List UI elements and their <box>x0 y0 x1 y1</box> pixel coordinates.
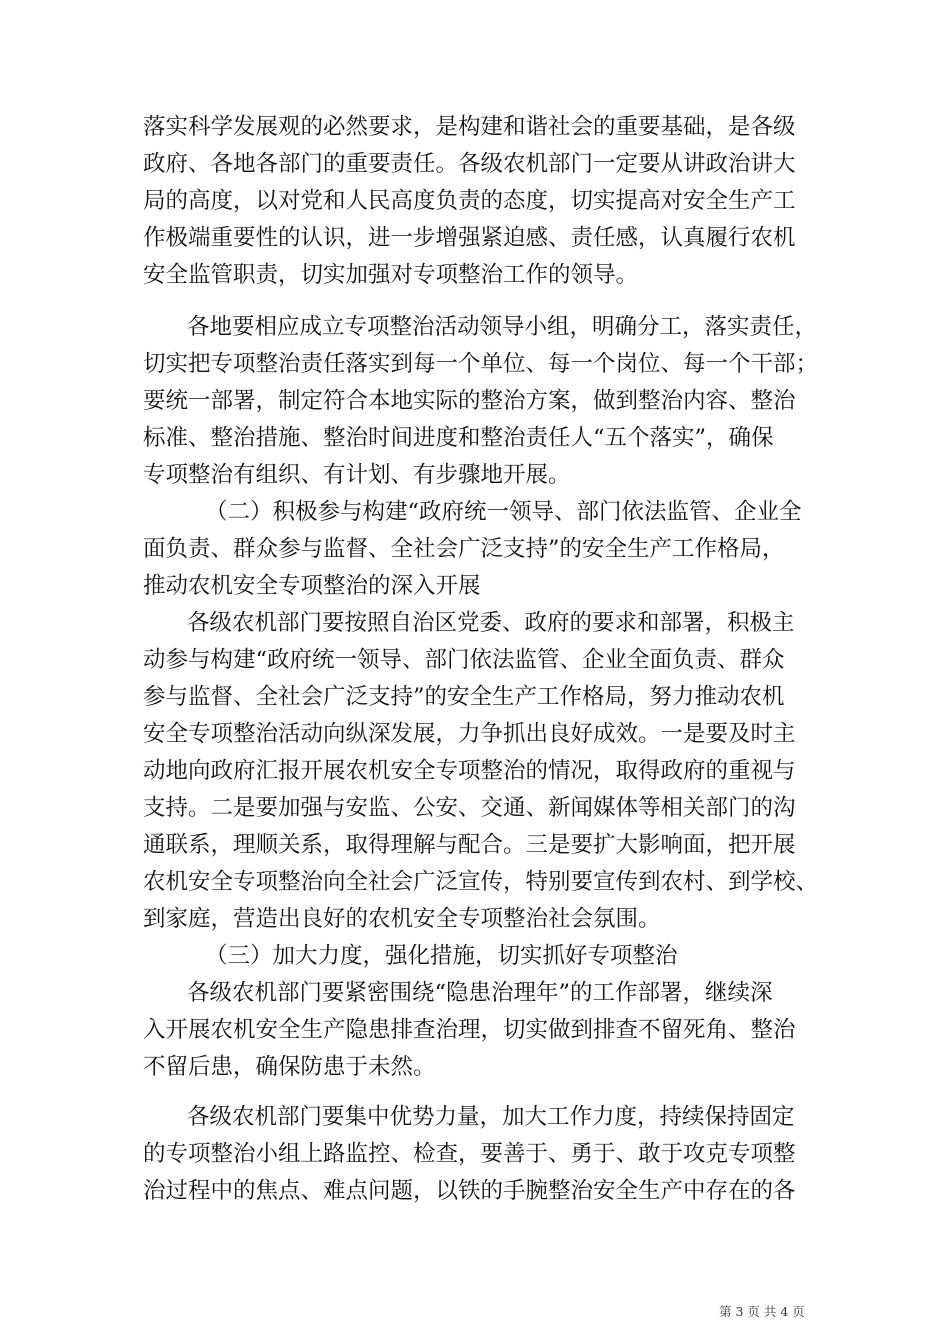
section-heading-3: （三）加大力度，强化措施，切实抓好专项整治 <box>205 943 678 969</box>
text-line: 局的高度，以对党和人民高度负责的态度，切实提高对安全生产工 <box>143 188 796 214</box>
text-line: 的专项整治小组上路监控、检查，要善于、勇于、敢于攻克专项整 <box>143 1141 796 1167</box>
text-line: 参与监督、全社会广泛支持”的安全生产工作格局，努力推动农机 <box>143 684 785 710</box>
text-line: 治过程中的焦点、难点问题，以铁的手腕整治安全生产中存在的各 <box>143 1178 796 1204</box>
paragraph-first-line: 各级农机部门要按照自治区党委、政府的要求和部署，积极主 <box>187 610 795 636</box>
section-heading-2-line: 推动农机安全专项整治的深入开展 <box>143 573 481 599</box>
text-line: 通联系，理顺关系，取得理解与配合。三是要扩大影响面，把开展 <box>143 832 796 858</box>
text-line: 标准、整治措施、整治时间进度和整治责任人“五个落实”，确保 <box>143 425 774 451</box>
text-line: 支持。二是要加强与安监、公安、交通、新闻媒体等相关部门的沟 <box>143 795 796 821</box>
text-line: 要统一部署，制定符合本地实际的整治方案，做到整治内容、整治 <box>143 388 796 414</box>
text-line: 动参与构建“政府统一领导、部门依法监管、企业全面负责、群众 <box>143 647 785 673</box>
text-line: 切实把专项整治责任落实到每一个单位、每一个岗位、每一个干部； <box>143 351 819 377</box>
text-line: 作极端重要性的认识，进一步增强紧迫感、责任感，认真履行农机 <box>143 225 796 251</box>
text-line: 政府、各地各部门的重要责任。各级农机部门一定要从讲政治讲大 <box>143 151 796 177</box>
text-line: 不留后患，确保防患于未然。 <box>143 1054 436 1080</box>
text-line: 入开展农机安全生产隐患排查治理，切实做到排查不留死角、整治 <box>143 1017 796 1043</box>
paragraph-first-line: 各级农机部门要集中优势力量，加大工作力度，持续保持固定 <box>187 1104 795 1130</box>
text-line: 动地向政府汇报开展农机安全专项整治的情况，取得政府的重视与 <box>143 758 796 784</box>
text-line: 专项整治有组织、有计划、有步骤地开展。 <box>143 462 571 488</box>
section-heading-2-line: 面负责、群众参与监督、全社会广泛支持”的安全生产工作格局， <box>143 536 785 562</box>
text-line: 到家庭，营造出良好的农机安全专项整治社会氛围。 <box>143 906 661 932</box>
section-heading-2: （二）积极参与构建“政府统一领导、部门依法监管、企业全 <box>205 499 802 525</box>
paragraph-first-line: 各级农机部门要紧密围绕“隐患治理年”的工作部署，继续深 <box>187 980 773 1006</box>
text-line: 落实科学发展观的必然要求，是构建和谐社会的重要基础，是各级 <box>143 114 796 140</box>
text-line: 农机安全专项整治向全社会广泛宣传，特别要宣传到农村、到学校、 <box>143 869 819 895</box>
paragraph-first-line: 各地要相应成立专项整治活动领导小组，明确分工，落实责任， <box>187 314 818 340</box>
page-number: 第 3 页 共 4 页 <box>719 1304 805 1319</box>
text-line: 安全监管职责，切实加强对专项整治工作的领导。 <box>143 262 639 288</box>
text-line: 安全专项整治活动向纵深发展，力争抓出良好成效。一是要及时主 <box>143 721 796 747</box>
